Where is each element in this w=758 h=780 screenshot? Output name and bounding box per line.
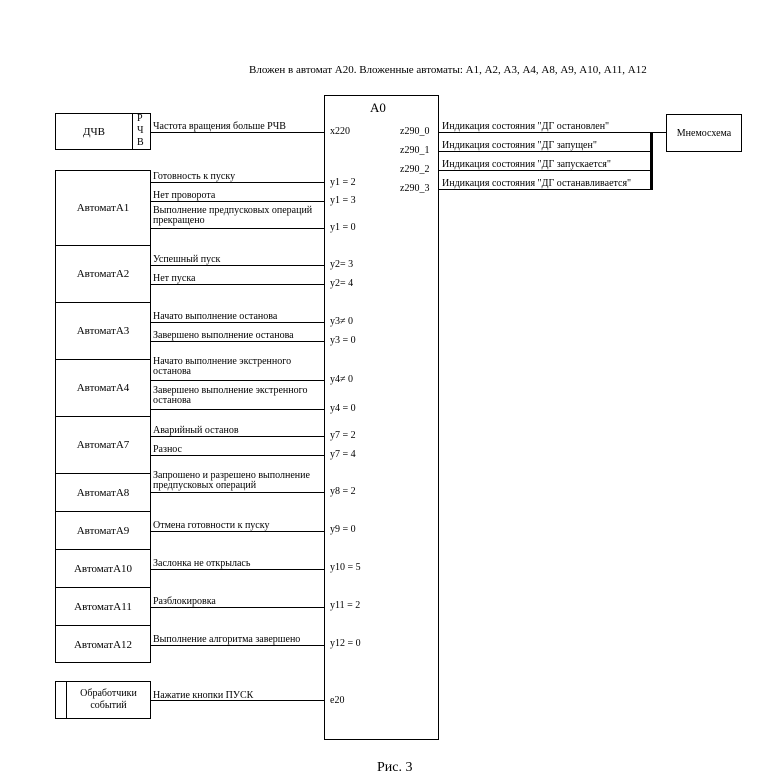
dchv-side-ch: Ч xyxy=(137,125,144,136)
signal-text: Аварийный останов xyxy=(153,425,239,436)
output-line xyxy=(439,189,651,190)
signal-text: Нет проворота xyxy=(153,190,216,201)
automaton-a3-label: АвтоматА3 xyxy=(76,325,130,337)
event-input-label: e20 xyxy=(330,695,345,706)
signal-input-label: y12 = 0 xyxy=(330,638,361,649)
signal-line xyxy=(151,228,324,229)
signal-text: Успешный пуск xyxy=(153,254,221,265)
output-text: Индикация состояния "ДГ запущен" xyxy=(442,140,597,151)
signal-input-label: y10 = 5 xyxy=(330,562,361,573)
signal-input-label: y1 = 2 xyxy=(330,177,356,188)
signal-input-label: y9 = 0 xyxy=(330,524,356,535)
automaton-a4-label: АвтоматА4 xyxy=(76,382,130,394)
output-bus xyxy=(650,132,653,190)
dchv-side-v: В xyxy=(137,137,144,148)
signal-text: Готовность к пуску xyxy=(153,171,236,182)
signal-text: Начато выполнение экстренного останова xyxy=(153,356,292,377)
signal-input-label: y4≠ 0 xyxy=(330,374,353,385)
mnemo-scheme-label: Мнемосхема xyxy=(676,127,732,139)
automaton-a12-label: АвтоматА12 xyxy=(73,638,133,651)
signal-line xyxy=(151,531,324,532)
output-name: z290_2 xyxy=(400,164,430,175)
signal-input-label: y8 = 2 xyxy=(330,486,356,497)
signal-input-label: y4 = 0 xyxy=(330,403,356,414)
signal-line xyxy=(151,645,324,646)
signal-text: Завершено выполнение останова xyxy=(153,330,294,341)
signal-line xyxy=(151,341,324,342)
output-name: z290_1 xyxy=(400,145,430,156)
signal-line xyxy=(151,436,324,437)
output-name: z290_0 xyxy=(400,126,430,137)
signal-text: Начато выполнение останова xyxy=(153,311,278,322)
signal-line xyxy=(151,569,324,570)
event-handlers-label: Обработчики событий xyxy=(80,688,137,711)
signal-text: Разнос xyxy=(153,444,182,455)
signal-line xyxy=(151,182,324,183)
main-automaton-title: А0 xyxy=(370,100,386,115)
signal-line xyxy=(151,322,324,323)
automaton-a11-label: АвтоматА11 xyxy=(74,600,132,613)
automaton-a2-label: АвтоматА2 xyxy=(76,268,130,280)
signal-line xyxy=(151,409,324,410)
automaton-a8-label: АвтоматА8 xyxy=(76,486,130,499)
signal-input-label: y2= 3 xyxy=(330,259,354,270)
dchv-label: ДЧВ xyxy=(83,125,105,138)
signal-input-label: y1 = 3 xyxy=(330,195,356,206)
output-line xyxy=(439,132,666,133)
signal-line xyxy=(151,455,324,456)
signal-input-label: y1 = 0 xyxy=(330,222,356,233)
dchv-divider xyxy=(132,113,133,150)
event-signal-text: Нажатие кнопки ПУСК xyxy=(153,690,254,701)
dchv-signal-text: Частота вращения больше РЧВ xyxy=(153,121,286,132)
signal-input-label: y11 = 2 xyxy=(330,600,361,611)
signal-text: Разблокировка xyxy=(153,596,216,607)
signal-input-label: y2= 4 xyxy=(330,278,354,289)
output-line xyxy=(439,170,651,171)
signal-text: Заслонка не открылась xyxy=(153,558,251,569)
signal-text: Нет пуска xyxy=(153,273,196,284)
dchv-input-label: x220 xyxy=(330,126,350,137)
dchv-signal-line xyxy=(151,132,324,133)
automaton-a1-label: АвтоматА1 xyxy=(76,202,130,214)
dchv-side-r: Р xyxy=(137,113,143,124)
signal-line xyxy=(151,380,324,381)
signal-text: Завершено выполнение экстренного останова xyxy=(153,385,308,406)
output-text: Индикация состояния "ДГ остановлен" xyxy=(442,121,610,132)
automaton-a10-label: АвтоматА10 xyxy=(73,562,133,575)
signal-input-label: y7 = 4 xyxy=(330,449,356,460)
event-signal-line xyxy=(151,700,324,701)
signal-line xyxy=(151,492,324,493)
signal-line xyxy=(151,265,324,266)
signal-line xyxy=(151,201,324,202)
output-name: z290_3 xyxy=(400,183,430,194)
nesting-header: Вложен в автомат А20. Вложенные автоматы: А1, А2, А3, А4, А8, А9, А10, А11, А12 xyxy=(249,64,647,76)
signal-input-label: y3 = 0 xyxy=(330,335,356,346)
automaton-a9-label: АвтоматА9 xyxy=(76,524,130,537)
signal-text: Выполнение предпусковых операций прекращено xyxy=(153,205,313,226)
signal-input-label: y7 = 2 xyxy=(330,430,356,441)
signal-input-label: y3≠ 0 xyxy=(330,316,353,327)
signal-line xyxy=(151,607,324,608)
output-line xyxy=(439,151,651,152)
figure-caption: Рис. 3 xyxy=(377,760,413,775)
signal-text: Запрошено и разрешено выполнение предпусковых операций xyxy=(153,470,310,491)
output-text: Индикация состояния "ДГ запускается" xyxy=(442,159,611,170)
signal-text: Выполнение алгоритма завершено xyxy=(153,634,301,645)
output-text: Индикация состояния "ДГ останавливается" xyxy=(442,178,632,189)
signal-line xyxy=(151,284,324,285)
signal-text: Отмена готовности к пуску xyxy=(153,520,270,531)
automaton-a7-label: АвтоматА7 xyxy=(76,439,130,451)
